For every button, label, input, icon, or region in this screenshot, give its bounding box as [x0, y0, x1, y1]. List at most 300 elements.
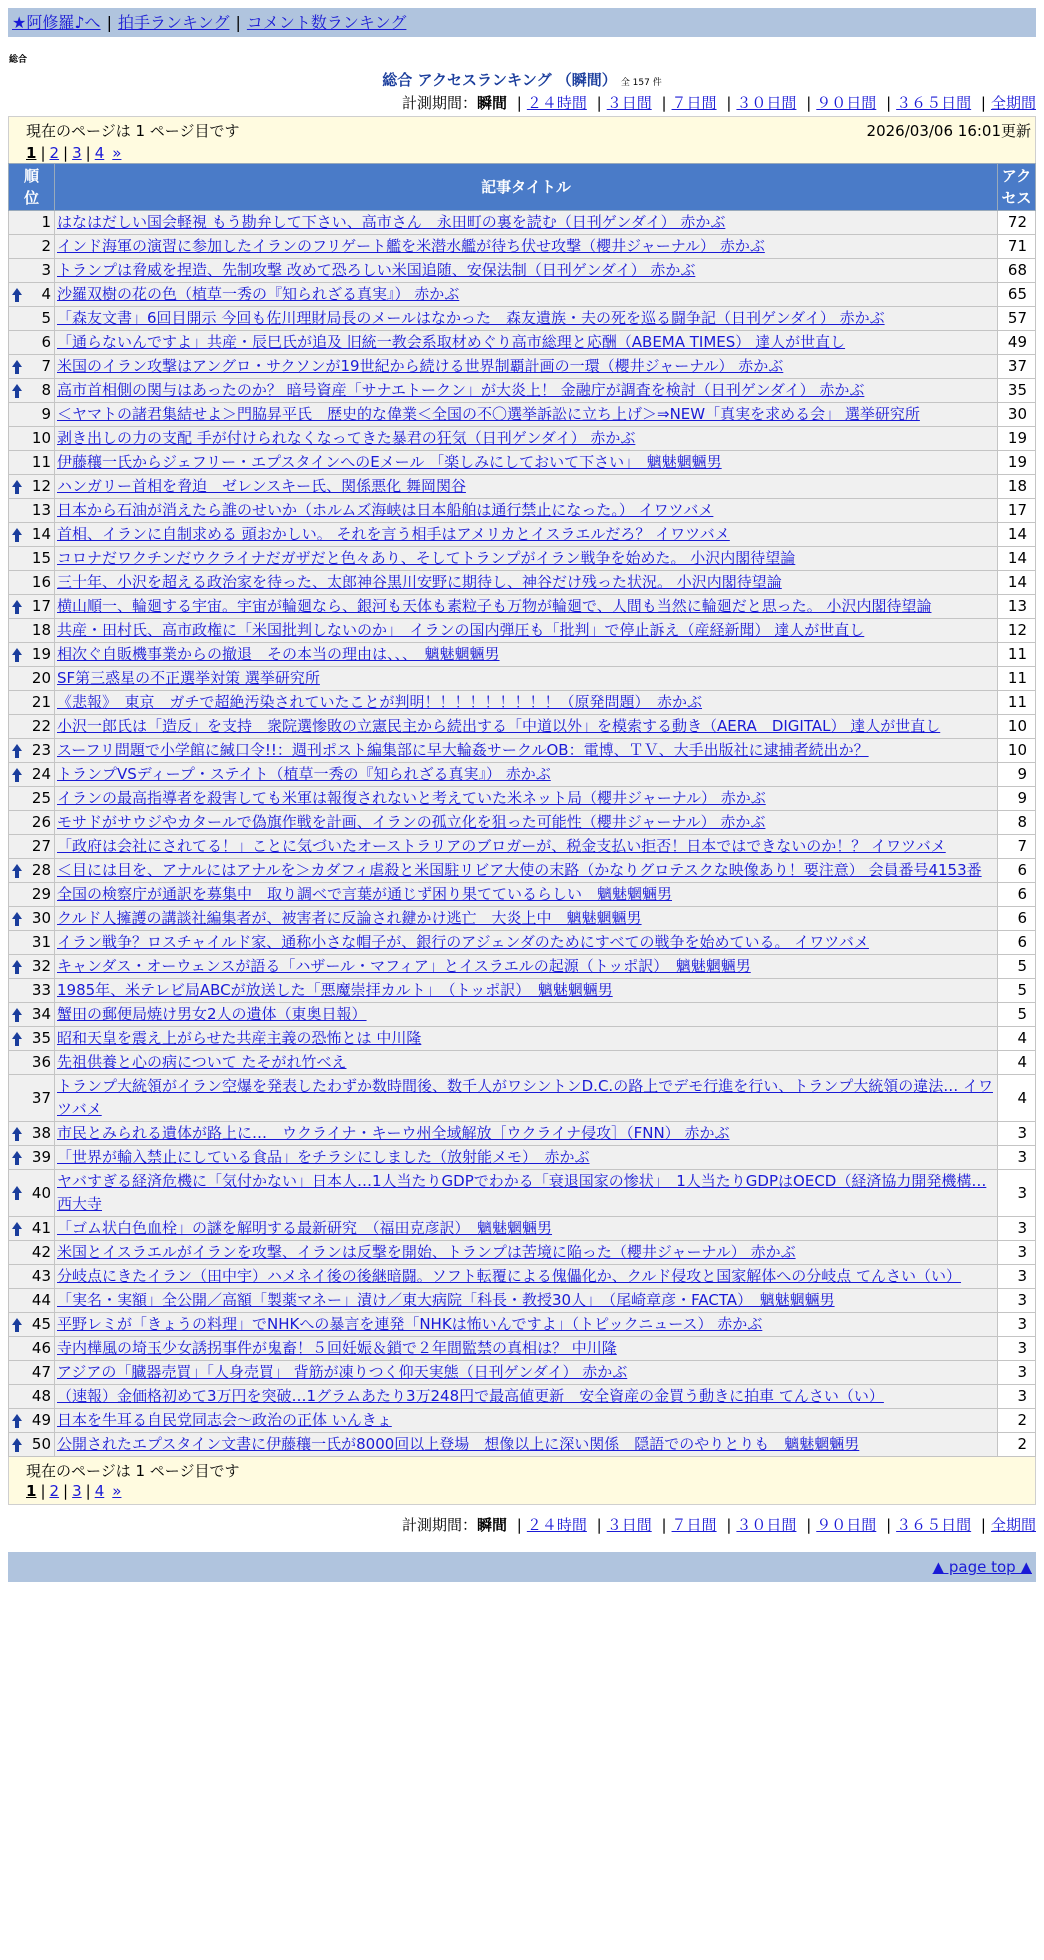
comment-ranking-link[interactable]: コメント数ランキング: [246, 13, 407, 32]
title-cell: [55, 427, 998, 451]
article-link[interactable]: 昭和天皇を震え上がらせた共産主義の恐怖とは 中川隆: [57, 1029, 422, 1047]
table-row: [9, 1313, 1036, 1337]
title-cell: [55, 1289, 998, 1313]
title-cell: [55, 1385, 998, 1409]
period-option-7d[interactable]: ７日間: [671, 94, 717, 112]
access-count: 57: [998, 307, 1036, 331]
table-row: [9, 715, 1036, 739]
rank-cell: [9, 211, 55, 235]
rank-up-arrow-icon: [12, 768, 22, 782]
rank-cell: [9, 379, 55, 403]
rank-up-arrow-icon: [12, 360, 22, 374]
table-row: [9, 811, 1036, 835]
rank-cell: [9, 499, 55, 523]
title-cell: [55, 1313, 998, 1337]
period-option-all[interactable]: 全期間: [990, 94, 1036, 112]
table-row: [9, 1385, 1036, 1409]
table-row: [9, 619, 1036, 643]
table-row: [9, 283, 1036, 307]
rank-number: 35: [31, 1029, 51, 1047]
title-cell: [55, 691, 998, 715]
rank-cell: [9, 235, 55, 259]
rank-cell: [9, 1003, 55, 1027]
title-cell: [55, 523, 998, 547]
title-cell: [55, 1051, 998, 1075]
article-link[interactable]: コロナだワクチンだウクライナだガザだと色々あり、そしてトランプがイラン戦争を始めた。 小沢内閣待望論: [57, 549, 796, 567]
nav-separator: |: [106, 13, 112, 32]
rank-number: 44: [31, 1291, 51, 1309]
article-link[interactable]: 首相、イランに自制求める 頭おかしい。 それを言う相手はアメリカとイスラエルだろ？ イワツバメ: [57, 525, 730, 543]
period-label: 計測期間：: [401, 1516, 477, 1534]
rank-number: 18: [31, 621, 51, 639]
rank-number: 13: [31, 501, 51, 519]
rank-number: 6: [41, 333, 51, 351]
table-row: [9, 475, 1036, 499]
page-3-link[interactable]: 3: [72, 1482, 82, 1500]
rank-up-arrow-icon: [12, 1032, 22, 1046]
rank-cell: [9, 1313, 55, 1337]
rank-number: 8: [41, 381, 51, 399]
title-cell: [55, 1217, 998, 1241]
rank-number: 32: [31, 957, 51, 975]
rank-up-arrow-icon: [12, 1438, 22, 1452]
title-cell: [55, 1265, 998, 1289]
article-link[interactable]: インド海軍の演習に参加したイランのフリゲート艦を米潜水艦が待ち伏せ攻撃（櫻井ジャーナル） 赤かぶ: [57, 237, 765, 255]
rank-cell: [9, 1337, 55, 1361]
table-row: [9, 499, 1036, 523]
access-count: 3: [998, 1289, 1036, 1313]
rank-cell: [9, 355, 55, 379]
article-link[interactable]: 横山順一、輪廻する宇宙。宇宙が輪廻なら、銀河も天体も素粒子も万物が輪廻で、人間も当然に輪廻だと思った。 小沢内閣待望論: [57, 597, 932, 615]
rank-cell: [9, 931, 55, 955]
article-link[interactable]: トランプは脅威を捏造、先制攻撃 改めて恐ろしい米国追随、安保法制（日刊ゲンダイ） 赤かぶ: [57, 261, 696, 279]
article-link[interactable]: 小沢一郎氏は「造反」を支持 衆院選惨敗の立憲民主から続出する「中道以外」を模索する動き（AERA DIGITAL） 達人が世直し: [57, 717, 941, 735]
article-link[interactable]: 市民とみられる遺体が路上に… ウクライナ・キーウ州全域解放［ウクライナ侵攻］（FNN） 赤かぶ: [57, 1124, 730, 1142]
access-count: 72: [998, 211, 1036, 235]
rank-cell: [9, 1051, 55, 1075]
page-4-link[interactable]: 4: [94, 144, 105, 162]
article-link[interactable]: 米国のイラン攻撃はアングロ・サクソンが19世紀から続ける世界制覇計画の一環（櫻井ジャーナル） 赤かぶ: [57, 357, 784, 375]
current-page-text: 現在のページは 1 ページ目です: [26, 122, 240, 140]
rank-number: 21: [31, 693, 51, 711]
rank-cell: [9, 1146, 55, 1170]
rank-number: 7: [41, 357, 51, 375]
rank-number: 23: [31, 741, 51, 759]
title-cell: [55, 403, 998, 427]
rank-number: 9: [41, 405, 51, 423]
page-2-link[interactable]: 2: [49, 144, 60, 162]
article-link[interactable]: 分岐点にきたイラン（田中宇）ハメネイ後の後継暗闘。ソフト転覆による傀儡化か、クルド侵攻と国家解体への分岐点 てんさい（い）: [57, 1267, 962, 1285]
rank-up-arrow-icon: [12, 648, 22, 662]
article-link[interactable]: 「通らないんですよ」共産・辰巳氏が追及 旧統一教会系取材めぐり高市総理と応酬（ABEMA TIMES） 達人が世直し: [57, 333, 846, 351]
article-link[interactable]: 伊藤穰一氏からジェフリー・エプスタインへのEメール 「楽しみにしておいて下さい」 魑魅魍魎男: [57, 453, 722, 471]
title-cell: [55, 907, 998, 931]
access-count: 6: [998, 907, 1036, 931]
table-row: [9, 595, 1036, 619]
rank-number: 17: [31, 597, 51, 615]
title-cell: [55, 1146, 998, 1170]
rank-cell: [9, 643, 55, 667]
rank-cell: [9, 883, 55, 907]
title-cell: [55, 1027, 998, 1051]
rank-cell: [9, 451, 55, 475]
table-row: [9, 883, 1036, 907]
rank-cell: [9, 1289, 55, 1313]
table-row: [9, 1170, 1036, 1217]
title-cell: [55, 307, 998, 331]
page-1-current: 1: [26, 1482, 37, 1500]
table-row: [9, 1003, 1036, 1027]
article-link[interactable]: スーフリ問題で小学館に緘口令!!：週刊ポスト編集部に早大輪姦サークルOB：電博、ＴＶ、大手出版社に逮捕者続出か？: [57, 741, 869, 759]
rank-up-arrow-icon: [12, 960, 22, 974]
rank-number: 47: [31, 1363, 51, 1381]
period-current: 瞬間: [476, 94, 507, 112]
rank-up-arrow-icon: [12, 288, 22, 302]
article-link[interactable]: 「森友文書」6回目開示 今回も佐川理財局長のメールはなかった 森友遺族・夫の死を巡る闘争記（日刊ゲンダイ） 赤かぶ: [57, 309, 885, 327]
pagination-bottom: 1 | 2 | 3 | 4 »: [26, 1482, 122, 1500]
page-top-link[interactable]: ▲ page top ▲: [932, 1558, 1032, 1576]
table-row: [9, 403, 1036, 427]
article-link[interactable]: 《悲報》 東京 ガチで超絶汚染されていたことが判明！！！！！！！！！（原発問題） 赤かぶ: [57, 693, 703, 711]
access-count: 71: [998, 235, 1036, 259]
article-link[interactable]: キャンダス・オーウェンスが語る「ハザール・マフィア」とイスラエルの起源（トッポ訳） 魑魅魍魎男: [57, 957, 751, 975]
clap-ranking-link[interactable]: 拍手ランキング: [117, 13, 230, 32]
rank-up-arrow-icon: [12, 1008, 22, 1022]
rank-cell: [9, 955, 55, 979]
article-link[interactable]: （速報）金価格初めて3万円を突破…1グラムあたり3万248円で最高値更新 安全資産の金買う動きに拍車 てんさい（い）: [57, 1387, 884, 1405]
table-row: [9, 691, 1036, 715]
article-link[interactable]: 「ゴム状白色血栓」の謎を解明する最新研究 （福田克彦訳） 魑魅魍魎男: [57, 1219, 553, 1237]
access-count: 4: [998, 1075, 1036, 1122]
title-cell: [55, 1337, 998, 1361]
article-link[interactable]: 「政府は会社にされてる！」ことに気づいたオーストラリアのブロガーが、税金支払い拒否！日本ではできないのか！？ イワツバメ: [57, 837, 946, 855]
rank-number: 40: [31, 1183, 51, 1202]
table-row: [9, 931, 1036, 955]
article-link[interactable]: 「世界が輸入禁止にしている食品」をチラシにしました（放射能メモ） 赤かぶ: [57, 1148, 590, 1166]
article-link[interactable]: トランプ大統領がイラン空爆を発表したわずか数時間後、数千人がワシントンD.C.の路上でデモ行進を行い、トランプ大統領の違法… イワツバメ: [57, 1077, 993, 1118]
article-link[interactable]: 日本を牛耳る自民党同志会～政治の正体 いんきょ: [57, 1411, 392, 1429]
access-count: 35: [998, 379, 1036, 403]
article-link[interactable]: 平野レミが「きょうの料理」でNHKへの暴言を連発「NHKは怖いんですよ」（トピックニュース） 赤かぶ: [57, 1315, 763, 1333]
rank-number: 49: [31, 1411, 51, 1429]
page-info-bottom: [8, 1457, 1036, 1505]
table-row: [9, 1122, 1036, 1146]
article-link[interactable]: モサドがサウジやカタールで偽旗作戦を計画、イランの孤立化を狙った可能性（櫻井ジャーナル） 赤かぶ: [57, 813, 766, 831]
period-option-7d[interactable]: ７日間: [671, 1516, 717, 1534]
table-row: [9, 1146, 1036, 1170]
title-cell: [55, 667, 998, 691]
article-link[interactable]: 日本から石油が消えたら誰のせいか（ホルムズ海峡は日本船舶は通行禁止になった。） イワツバメ: [57, 501, 714, 519]
article-link[interactable]: イランの最高指導者を殺害しても米軍は報復されないと考えていた米ネット局（櫻井ジャーナル） 赤かぶ: [57, 789, 766, 807]
period-option-90d[interactable]: ９０日間: [816, 1516, 877, 1534]
access-count: 18: [998, 475, 1036, 499]
period-option-all[interactable]: 全期間: [990, 1516, 1036, 1534]
title-cell: [55, 715, 998, 739]
period-option-90d[interactable]: ９０日間: [816, 94, 877, 112]
access-count: 30: [998, 403, 1036, 427]
next-page-link[interactable]: »: [112, 1482, 122, 1500]
title-cell: [55, 355, 998, 379]
rank-cell: [9, 331, 55, 355]
access-count: 3: [998, 1146, 1036, 1170]
access-count: 14: [998, 523, 1036, 547]
rank-number: 27: [31, 837, 51, 855]
rank-number: 2: [41, 237, 51, 255]
table-row: [9, 307, 1036, 331]
rank-cell: [9, 667, 55, 691]
period-option-30d[interactable]: ３０日間: [736, 94, 797, 112]
rank-cell: [9, 523, 55, 547]
article-link[interactable]: 全国の検察庁が通訳を募集中 取り調べで言葉が通じず困り果てているらしい 魑魅魍魎男: [57, 885, 673, 903]
rank-cell: [9, 1027, 55, 1051]
article-link[interactable]: 1985年、米テレビ局ABCが放送した「悪魔崇拝カルト」 （トッポ訳） 魑魅魍魎男: [57, 981, 613, 999]
title-cell: [55, 547, 998, 571]
updated-time: 2026/03/06 16:01更新: [866, 122, 1031, 140]
rank-number: 15: [31, 549, 51, 567]
home-link[interactable]: ★阿修羅♪へ: [12, 13, 101, 32]
rank-number: 36: [31, 1053, 51, 1071]
rank-number: 4: [41, 285, 51, 303]
total-count: 全 157 件: [620, 78, 662, 88]
title-cell: [55, 379, 998, 403]
access-count: 5: [998, 955, 1036, 979]
rank-up-arrow-icon: [12, 528, 22, 542]
access-count: 3: [998, 1385, 1036, 1409]
page-4-link[interactable]: 4: [94, 1482, 105, 1500]
article-link[interactable]: 蟹田の郵便局焼け男女2人の遺体（東奥日報）: [57, 1005, 367, 1023]
access-count: 11: [998, 667, 1036, 691]
rank-number: 20: [31, 669, 51, 687]
rank-cell: [9, 1265, 55, 1289]
table-row: [9, 1409, 1036, 1433]
article-link[interactable]: 相次ぐ自販機事業からの撤退 その本当の理由は、、、 魑魅魍魎男: [57, 645, 500, 663]
title-cell: [55, 211, 998, 235]
article-link[interactable]: 先祖供養と心の病について たそがれ竹べえ: [57, 1053, 347, 1071]
title-cell: [55, 475, 998, 499]
table-row: [9, 1217, 1036, 1241]
title-cell: [55, 331, 998, 355]
page-3-link[interactable]: 3: [72, 144, 82, 162]
rank-cell: [9, 835, 55, 859]
title-cell: [55, 595, 998, 619]
title-cell: [55, 1433, 998, 1457]
rank-cell: [9, 547, 55, 571]
title-cell: [55, 859, 998, 883]
table-row: [9, 859, 1036, 883]
access-count: 2: [998, 1433, 1036, 1457]
rank-cell: [9, 787, 55, 811]
rank-up-arrow-icon: [12, 1151, 22, 1165]
title-cell: [55, 1003, 998, 1027]
period-option-3d[interactable]: ３日間: [606, 94, 652, 112]
article-link[interactable]: 三十年、小沢を超える政治家を待った、太郎神谷黒川安野に期待し、神谷だけ残った状況。 小沢内閣待望論: [57, 573, 782, 591]
period-selector-bottom: 計測期間：瞬間 | ２４時間 | ３日間 | ７日間 | ３０日間 | ９０日間 | ３６５日間 | 全期間: [401, 1516, 1036, 1534]
rank-cell: [9, 1433, 55, 1457]
table-row: [9, 835, 1036, 859]
access-count: 12: [998, 619, 1036, 643]
title-cell: [55, 763, 998, 787]
rank-up-arrow-icon: [12, 744, 22, 758]
article-link[interactable]: 共産・田村氏、高市政権に「米国批判しないのか」 イランの国内弾圧も「批判」で停止訴え（産経新聞） 達人が世直し: [57, 621, 865, 639]
rank-number: 19: [31, 645, 51, 663]
table-row: [9, 451, 1036, 475]
next-page-link[interactable]: »: [112, 144, 122, 162]
access-count: 10: [998, 715, 1036, 739]
article-link[interactable]: ヤバすぎる経済危機に「気付かない」日本人…1人当たりGDPでわかる「衰退国家の惨状」 1人当たりGDPはOECD（経済協力開発機構… 西大寺: [57, 1172, 987, 1213]
access-count: 14: [998, 571, 1036, 595]
rank-number: 45: [31, 1315, 51, 1333]
access-count: 3: [998, 1170, 1036, 1217]
rank-number: 33: [31, 981, 51, 999]
rank-cell: [9, 811, 55, 835]
article-link[interactable]: アジアの「臓器売買」「人身売買」 背筋が凍りつく仰天実態（日刊ゲンダイ） 赤かぶ: [57, 1363, 628, 1381]
rank-cell: [9, 979, 55, 1003]
rank-up-arrow-icon: [12, 384, 22, 398]
rank-number: 1: [41, 213, 51, 231]
title-cell: [55, 499, 998, 523]
article-link[interactable]: イラン戦争？ロスチャイルド家、通称小さな帽子が、銀行のアジェンダのためにすべての戦争を始めている。 イワツバメ: [57, 933, 869, 951]
title-cell: [55, 883, 998, 907]
title-cell: [55, 619, 998, 643]
rank-up-arrow-icon: [12, 1414, 22, 1428]
title-cell: [55, 1075, 998, 1122]
access-count: 65: [998, 283, 1036, 307]
period-option-24h[interactable]: ２４時間: [526, 94, 587, 112]
table-row: [9, 955, 1036, 979]
title-cell: [55, 811, 998, 835]
rank-cell: [9, 1075, 55, 1122]
rank-number: 16: [31, 573, 51, 591]
access-count: 3: [998, 1122, 1036, 1146]
title-header: 記事タイトル: [55, 164, 998, 211]
ranking-table: [8, 163, 1036, 1457]
rank-up-arrow-icon: [12, 480, 22, 494]
access-count: 7: [998, 835, 1036, 859]
title-cell: [55, 835, 998, 859]
access-count: 49: [998, 331, 1036, 355]
article-link[interactable]: SF第三惑星の不正選挙対策 選挙研究所: [57, 669, 320, 687]
title-cell: [55, 1361, 998, 1385]
period-option-30d[interactable]: ３０日間: [736, 1516, 797, 1534]
title-cell: [55, 979, 998, 1003]
table-row: [9, 667, 1036, 691]
page-1-current: 1: [26, 144, 37, 162]
rank-cell: [9, 715, 55, 739]
table-row: [9, 331, 1036, 355]
article-link[interactable]: ＜目には目を、アナルにはアナルを＞カダフィ虐殺と米国駐リビア大使の末路（かなりグロテスクな映像あり！要注意） 会員番号4153番: [57, 861, 982, 879]
rank-number: 46: [31, 1339, 51, 1357]
article-link[interactable]: 寺内樺風の埼玉少女誘拐事件が鬼畜！５回妊娠＆鎖で２年間監禁の真相は？ 中川隆: [57, 1339, 617, 1357]
article-link[interactable]: ハンガリー首相を脅迫 ゼレンスキー氏、関係悪化 舞岡関谷: [57, 477, 466, 495]
access-count: 4: [998, 1027, 1036, 1051]
rank-cell: [9, 1361, 55, 1385]
table-row: [9, 547, 1036, 571]
rank-cell: [9, 571, 55, 595]
rank-cell: [9, 427, 55, 451]
access-count: 3: [998, 1241, 1036, 1265]
ranking-heading: [8, 69, 1036, 91]
article-link[interactable]: クルド人擁護の講談社編集者が、被害者に反論され鍵かけ逃亡 大炎上中 魑魅魍魎男: [57, 909, 642, 927]
rank-number: 5: [41, 309, 51, 327]
access-count: 11: [998, 643, 1036, 667]
rank-number: 39: [31, 1148, 51, 1166]
period-option-24h[interactable]: ２４時間: [526, 1516, 587, 1534]
top-nav-bar: [8, 8, 1036, 37]
article-link[interactable]: 米国とイスラエルがイランを攻撃、イランは反撃を開始、トランプは苦境に陥った（櫻井ジャーナル） 赤かぶ: [57, 1243, 796, 1261]
access-header: アクセス: [998, 164, 1036, 211]
table-row: [9, 523, 1036, 547]
article-link[interactable]: ＜ヤマトの諸君集結せよ＞門脇昇平氏 歴史的な偉業＜全国の不〇選挙訴訟に立ち上げ＞⇒NEW「真実を求める会」 選挙研究所: [57, 405, 920, 423]
article-link[interactable]: 「実名・実額」全公開／高額「製薬マネー」漬け／東大病院「科長・教授30人」 （尾崎章彦・FACTA） 魑魅魍魎男: [57, 1291, 835, 1309]
article-link[interactable]: 高市首相側の関与はあったのか？ 暗号資産「サナエトークン」が大炎上！ 金融庁が調査を検討（日刊ゲンダイ） 赤かぶ: [57, 381, 865, 399]
title-cell: [55, 931, 998, 955]
article-link[interactable]: トランプVSディープ・ステイト（植草一秀の『知られざる真実』） 赤かぶ: [57, 765, 551, 783]
rank-number: 42: [31, 1243, 51, 1261]
access-count: 14: [998, 547, 1036, 571]
footer-bar: [8, 1552, 1036, 1582]
title-cell: [55, 283, 998, 307]
period-option-3d[interactable]: ３日間: [606, 1516, 652, 1534]
access-count: 5: [998, 979, 1036, 1003]
current-page-text: 現在のページは 1 ページ目です: [26, 1462, 240, 1480]
rank-cell: [9, 739, 55, 763]
rank-cell: [9, 763, 55, 787]
nav-separator: |: [235, 13, 241, 32]
rank-cell: [9, 1241, 55, 1265]
rank-cell: [9, 595, 55, 619]
rank-cell: [9, 619, 55, 643]
rank-cell: [9, 1217, 55, 1241]
rank-number: 14: [31, 525, 51, 543]
access-count: 6: [998, 883, 1036, 907]
rank-up-arrow-icon: [12, 864, 22, 878]
rank-cell: [9, 283, 55, 307]
table-row: [9, 979, 1036, 1003]
period-option-365d[interactable]: ３６５日間: [896, 1516, 972, 1534]
rank-cell: [9, 907, 55, 931]
article-link[interactable]: はなはだしい国会軽視 もう勘弁して下さい、高市さん 永田町の裏を読む（日刊ゲンダイ） 赤かぶ: [57, 213, 726, 231]
access-count: 3: [998, 1337, 1036, 1361]
title-cell: [55, 955, 998, 979]
article-link[interactable]: 沙羅双樹の花の色（植草一秀の『知られざる真実』） 赤かぶ: [57, 285, 460, 303]
period-option-365d[interactable]: ３６５日間: [896, 94, 972, 112]
page-2-link[interactable]: 2: [49, 1482, 60, 1500]
rank-number: 48: [31, 1387, 51, 1405]
table-row: [9, 1433, 1036, 1457]
access-count: 9: [998, 763, 1036, 787]
rank-cell: [9, 259, 55, 283]
table-row: [9, 907, 1036, 931]
rank-number: 43: [31, 1267, 51, 1285]
table-row: [9, 1075, 1036, 1122]
ranking-rows: [9, 211, 1036, 1457]
article-link[interactable]: 公開されたエプスタイン文書に伊藤穰一氏が8000回以上登場 想像以上に深い関係 隠語でのやりとりも 魑魅魍魎男: [57, 1435, 860, 1453]
rank-number: 25: [31, 789, 51, 807]
rank-number: 34: [31, 1005, 51, 1023]
access-count: 10: [998, 739, 1036, 763]
table-row: [9, 1361, 1036, 1385]
access-count: 5: [998, 1003, 1036, 1027]
access-count: 68: [998, 259, 1036, 283]
rank-up-arrow-icon: [12, 1186, 22, 1200]
pagination-top: 1 | 2 | 3 | 4 »: [26, 144, 122, 162]
rank-number: 38: [31, 1124, 51, 1142]
table-row: [9, 1027, 1036, 1051]
title-cell: [55, 451, 998, 475]
article-link[interactable]: 剥き出しの力の支配 手が付けられなくなってきた暴君の狂気（日刊ゲンダイ） 赤かぶ: [57, 429, 636, 447]
table-row: [9, 643, 1036, 667]
rank-number: 37: [31, 1088, 51, 1107]
